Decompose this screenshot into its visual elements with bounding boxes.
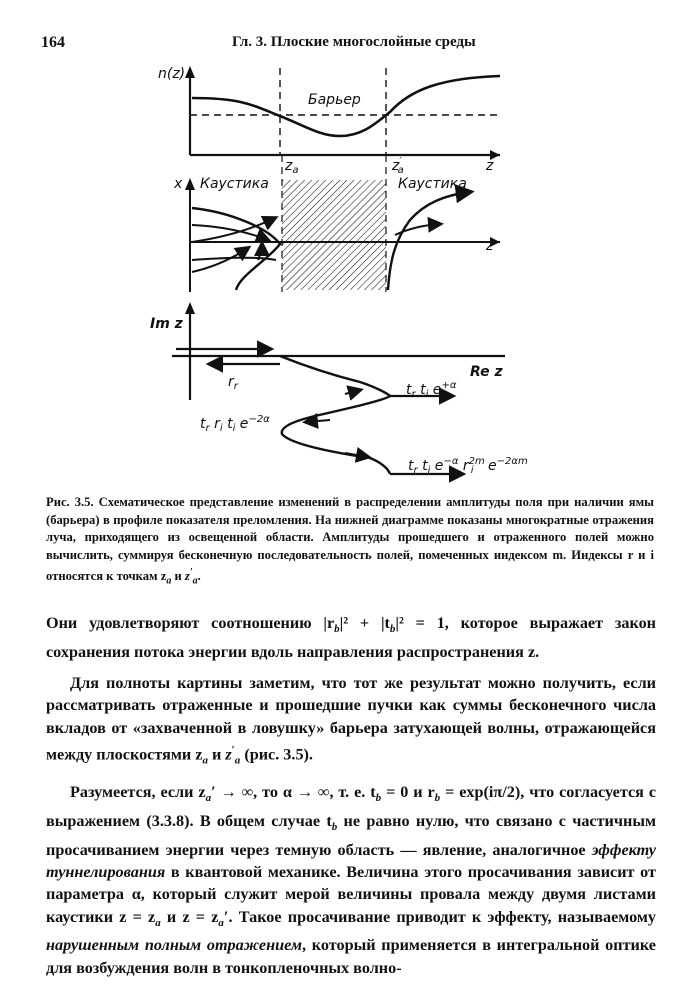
middle-z-label: z	[486, 238, 494, 254]
top-z-label: z	[486, 158, 494, 174]
barrier-label: Барьер	[308, 92, 361, 108]
top-panel	[158, 66, 500, 176]
caustic-left-curve	[192, 208, 280, 290]
bottom-panel	[150, 302, 528, 476]
caustic-right-label: Каустика	[398, 176, 467, 192]
running-head: Гл. 3. Плоские многослойные среды	[232, 34, 476, 50]
multiple-reflection-path	[280, 356, 390, 474]
body-text	[46, 612, 656, 988]
hatched-dark-region	[282, 180, 386, 290]
paragraph-3: Разумеется, если $z_a'$ → ∞, то α → ∞, т. е. $t_b = 0$ и $r_b = \exp(i\pi/2)$, что согласуется с выражением (3.3.8). В общем случае $t_b$ не равно нулю, что связано с частичным просачиванием энергии через темную область — явление, аналогичное эффекту туннелирования в квантовой механике. Величина этого просачивания зависит от параметра α, который служит мерой величины провала между двумя листами каустики $z = z_a$ и $z = z_a'$. Такое просачивание приводит к эффекту, называемому нарушенным полным отражением, который применяется в интегральной оптике для возбуждения волн в тонкопленочных волно-	[46, 783, 657, 977]
paragraph-1: Они удовлетворяют соотношению $|r_b|^2 + |t_b|^2 = 1$, которое выражает закон сохранения потока энергии вдоль направления распространения z.	[46, 614, 656, 661]
reflected-label-2: $t_r$ $r_i$ $t_i$ $e^{-2\alpha}$	[200, 414, 270, 434]
n-axis-label: n(z)	[158, 66, 186, 82]
transmitted-label-m: $t_r$ $t_i$ $e^{-\alpha}$ $r^{2m}$ i $e^{-2\alpha m}$	[408, 456, 528, 476]
paragraph-2: Для полноты картины заметим, что тот же результат можно получить, если рассматривать отраженные и прошедшие пучки как суммы бесконечного числа вкладов от «захваченной в ловушку» барьера затухающей волны, отражающейся между плоскостями $z_a$ и $z'_a$ (рис. 3.5).	[46, 674, 656, 767]
figure-3-5	[0, 60, 696, 490]
middle-panel	[173, 155, 500, 292]
page-header	[0, 34, 696, 54]
rr-label: $r_r$	[228, 374, 238, 392]
figure-caption: Рис. 3.5. Схематическое представление изменений в распределении амплитуды поля при наличии ямы (барьера) в профиле показателя преломления. На нижней диаграмме показаны многократные отражения луча, приходящего из освещенной области. Амплитуды прошедшего и отраженного полей можно вычислить, суммируя бесконечную последовательность полей, помеченных индексом m. Индексы r и i относятся к точкам $z_a$ и $z'_a$.	[46, 495, 654, 587]
caustic-left-label: Каустика	[200, 176, 269, 192]
za-label: $z_a$	[285, 158, 299, 176]
im-axis-label: Im z	[150, 316, 183, 332]
transmitted-label-1: $t_r$ $t_i$ $e^{+\alpha}$	[406, 380, 457, 400]
page-number: 164	[41, 34, 65, 51]
caption-text: Рис. 3.5. Схематическое представление изменений в распределении амплитуды поля при наличии ямы (барьера) в профиле показателя преломления. На нижней диаграмме показаны многократные отражения луча, приходящего из освещенной области. Амплитуды прошедшего и отраженного полей можно вычислить, суммируя бесконечную последовательность полей, помеченных индексом m. Индексы r и i относятся к точкам z	[46, 495, 654, 584]
x-axis-label: x	[174, 176, 183, 192]
re-axis-label: Re z	[470, 364, 503, 380]
za-prime-label: z′ a	[392, 156, 404, 176]
